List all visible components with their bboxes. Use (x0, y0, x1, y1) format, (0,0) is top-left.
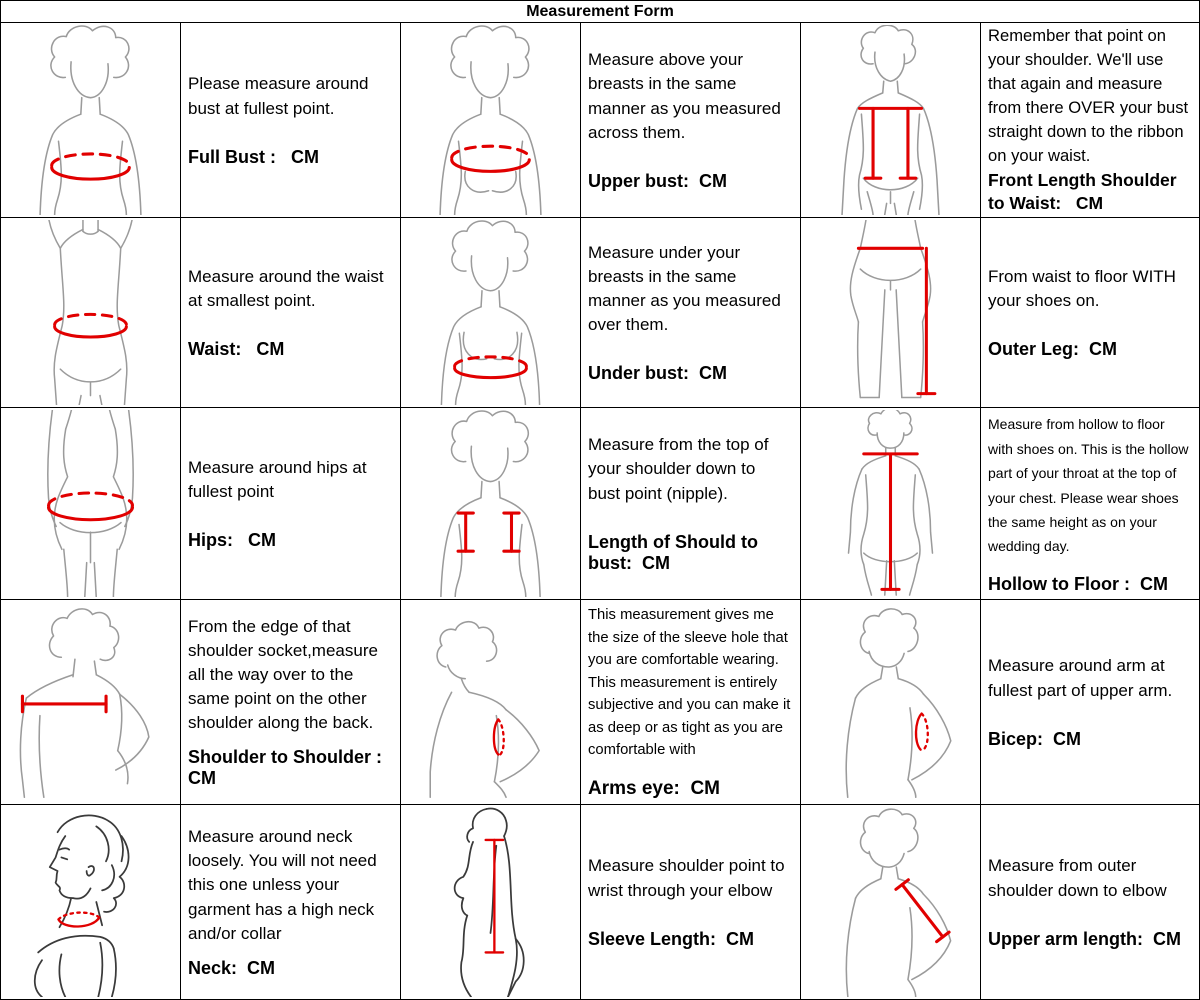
figure-cell-neck (1, 804, 180, 999)
measure-description: Measure from the top of your shoulder down to bust point (nipple). (588, 435, 774, 503)
measure-label: Front Length Shoulder to Waist: CM (988, 169, 1182, 214)
measure-cell-upper-bust (580, 22, 800, 217)
measure-label: Shoulder to Shoulder : CM (188, 747, 388, 789)
sleeve-length-figure-icon (403, 807, 578, 997)
figure-cell-waist (1, 217, 180, 407)
figure-cell-front-length (800, 22, 980, 217)
measure-label: Upper arm length: CM (988, 928, 1182, 949)
measure-cell-upper-arm-length (980, 804, 1199, 999)
neck-figure-icon (3, 807, 178, 997)
hollow-to-floor-figure-icon (803, 410, 978, 597)
measure-description: Measure from hollow to floor with shoes on. This is the hollow part of your throat at the top of your chest. Please wear shoes the same height as on your wedding day. (988, 416, 1193, 555)
figure-cell-shoulder-to-shoulder (1, 599, 180, 804)
measure-description: Measure from outer shoulder down to elbow (988, 856, 1167, 900)
arms-eye-figure-icon (403, 602, 578, 802)
waist-figure-icon (3, 220, 178, 405)
measure-description: Measure around the waist at smallest point. (188, 266, 389, 310)
measure-label: Length of Should to bust: CM (588, 531, 763, 573)
page-title: Measurement Form (526, 2, 674, 20)
measure-description: From waist to floor WITH your shoes on. (988, 266, 1181, 310)
measure-cell-full-bust (180, 22, 400, 217)
figure-cell-sleeve-length (400, 804, 580, 999)
upper-bust-figure-icon (403, 25, 578, 215)
outer-leg-figure-icon (803, 220, 978, 405)
measure-description: Please measure around bust at fullest point. (188, 74, 374, 118)
shoulder-to-shoulder-figure-icon (3, 602, 178, 802)
figure-cell-shoulder-to-bust (400, 407, 580, 599)
figure-cell-upper-bust (400, 22, 580, 217)
measure-label: Outer Leg: CM (988, 339, 1117, 360)
measure-description: Measure shoulder point to wrist through your elbow (588, 856, 790, 900)
measure-cell-hips (180, 407, 400, 599)
measure-cell-arms-eye (580, 599, 800, 804)
measure-description: Measure above your breasts in the same manner as you measured across them. (588, 50, 786, 142)
full-bust-figure-icon (3, 25, 178, 215)
shoulder-to-bust-figure-icon (403, 410, 578, 597)
measure-cell-outer-leg (980, 217, 1199, 407)
measure-label: Sleeve Length: CM (588, 928, 755, 949)
figure-cell-bicep (800, 599, 980, 804)
figure-cell-under-bust (400, 217, 580, 407)
figure-cell-outer-leg (800, 217, 980, 407)
measure-cell-front-length (980, 22, 1199, 217)
upper-arm-length-figure-icon (803, 807, 978, 997)
measure-cell-waist (180, 217, 400, 407)
measure-label: Arms eye: CM (588, 777, 720, 799)
measure-cell-shoulder-to-bust (580, 407, 800, 599)
bicep-figure-icon (803, 602, 978, 802)
measure-label: Hips: CM (188, 530, 276, 551)
measure-label: Full Bust : CM (188, 146, 319, 167)
figure-cell-full-bust (1, 22, 180, 217)
measure-cell-under-bust (580, 217, 800, 407)
figure-cell-upper-arm-length (800, 804, 980, 999)
measure-description: Remember that point on your shoulder. We'll use that again and measure from there OVER your bust straight down to the ribbon on your waist. (988, 26, 1193, 166)
measure-label: Upper bust: CM (588, 170, 727, 191)
figure-cell-hollow-to-floor (800, 407, 980, 599)
measure-cell-neck (180, 804, 400, 999)
measure-description: Measure around arm at fullest part of upper arm. (988, 656, 1173, 700)
measure-cell-shoulder-to-shoulder (180, 599, 400, 804)
measure-cell-hollow-to-floor (980, 407, 1199, 599)
measure-description: From the edge of that shoulder socket,measure all the way over to the same point on the other shoulder along the back. (188, 616, 383, 733)
measure-label: Under bust: CM (588, 363, 727, 384)
measure-label: Bicep: CM (988, 728, 1082, 749)
measure-description: Measure around hips at fullest point (188, 457, 372, 501)
measure-cell-sleeve-length (580, 804, 800, 999)
measure-label: Neck: CM (188, 957, 276, 978)
measure-description: Measure around neck loosely. You will not need this one unless your garment has a high neck and/or collar (188, 827, 382, 943)
measure-cell-bicep (980, 599, 1199, 804)
measure-label: Waist: CM (188, 339, 285, 360)
measure-description: Measure under your breasts in the same manner as you measured over them. (588, 242, 786, 335)
figure-cell-arms-eye (400, 599, 580, 804)
measure-label: Hollow to Floor : CM (988, 573, 1168, 594)
measure-description: This measurement gives me the size of the sleeve hole that you are comfortable wearing. This measurement is entirely subjective and you can make it as deep or as tight as you are comfortable with (588, 607, 795, 759)
figure-cell-hips (1, 407, 180, 599)
hips-figure-icon (3, 410, 178, 597)
under-bust-figure-icon (403, 220, 578, 405)
front-length-figure-icon (803, 25, 978, 215)
